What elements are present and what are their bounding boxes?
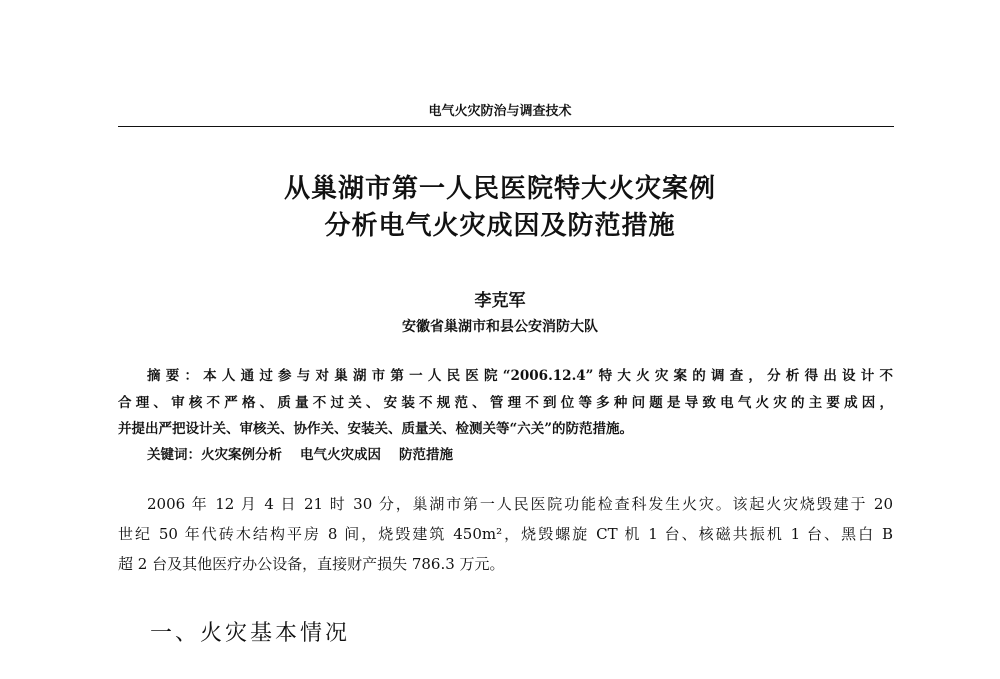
title-line-2: 分析电气火灾成因及防范措施: [324, 211, 676, 241]
abstract-line: 摘要：本人通过参与对巢湖市第一人民医院“2006.12.4”特大火灾案的调查，分析得出设计不: [147, 368, 893, 384]
running-header: 电气火灾防治与调查技术: [428, 104, 572, 119]
body-line: 世纪 50 年代砖木结构平房 8 间，烧毁建筑 450m²，烧毁螺旋 CT 机 1 台、核磁共振机 1 台、黑白 B: [118, 525, 893, 543]
body-line: 超 2 台及其他医疗办公设备，直接财产损失 786.3 万元。: [118, 555, 505, 573]
abstract-line: 合理、审核不严格、质量不过关、安装不规范、管理不到位等多种问题是导致电气火灾的主要成因，: [118, 395, 893, 411]
abstract-line: 并提出严把设计关、审核关、协作关、安装关、质量关、检测关等“六关”的防范措施。: [118, 421, 634, 437]
keyword: 火灾案例分析: [201, 447, 282, 463]
keyword: 防范措施: [399, 447, 453, 463]
keywords-label: 关键词：: [147, 447, 201, 463]
body-line: 2006 年 12 月 4 日 21 时 30 分，巢湖市第一人民医院功能检查科发生火灾。该起火灾烧毁建于 20: [147, 495, 893, 513]
header-rule: [118, 126, 894, 127]
author: 李克军: [474, 291, 526, 311]
affiliation: 安徽省巢湖市和县公安消防大队: [402, 319, 598, 335]
keywords: [147, 443, 471, 463]
title-line-1: 从巢湖市第一人民医院特大火灾案例: [283, 174, 716, 204]
section-heading: 一、火灾基本情况: [150, 621, 351, 646]
keyword: 电气火灾成因: [300, 447, 381, 463]
